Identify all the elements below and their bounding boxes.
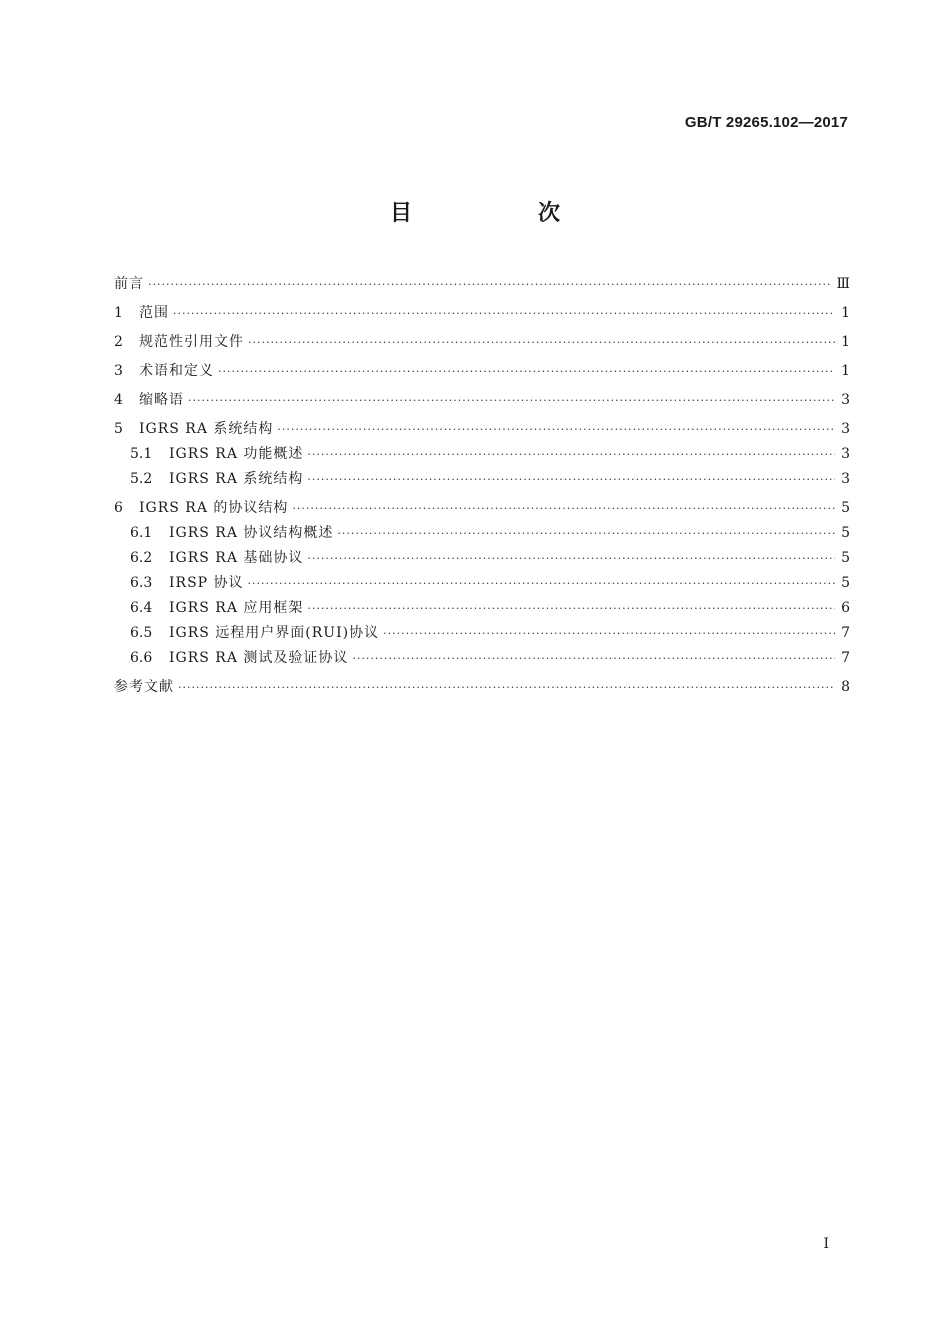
toc-entry-text: 参考文献 (114, 679, 174, 695)
toc-entry-page: 8 (841, 679, 850, 695)
toc-entry-6-4[interactable] (114, 596, 850, 621)
toc-entry-6-5[interactable] (114, 621, 850, 646)
toc-entry-6-2[interactable] (114, 546, 850, 571)
toc-entry-page: 5 (841, 500, 850, 516)
toc-entry-number: 5.1 (130, 446, 153, 462)
toc-entry-page: 1 (841, 305, 850, 321)
toc-leader-dots (248, 571, 836, 596)
toc-leader-dots (307, 467, 835, 492)
page-number: I (823, 1236, 829, 1252)
toc-entry-number: 4 (114, 392, 123, 408)
toc-entry-3[interactable] (114, 359, 850, 384)
table-of-contents (114, 272, 850, 700)
toc-entry-text: IGRS RA 的协议结构 (139, 500, 289, 516)
toc-leader-dots (178, 675, 835, 700)
toc-entry-1[interactable] (114, 301, 850, 326)
toc-leader-dots (292, 496, 835, 521)
toc-entry-page: 3 (841, 392, 850, 408)
toc-entry-number: 6.1 (130, 525, 153, 541)
page-title: 目 次 (389, 201, 612, 226)
toc-leader-dots (248, 330, 835, 355)
toc-leader-dots (148, 272, 830, 297)
toc-entry-number: 6.3 (130, 575, 153, 591)
toc-entry-4[interactable] (114, 388, 850, 413)
toc-entry-number: 6 (114, 500, 123, 516)
toc-entry-number: 6.6 (130, 650, 153, 666)
toc-leader-dots (307, 596, 835, 621)
toc-entry-text: 范围 (139, 305, 169, 321)
toc-entry-page: 3 (841, 471, 850, 487)
toc-entry-page: 5 (841, 525, 850, 541)
toc-entry-text: IGRS RA 协议结构概述 (169, 525, 334, 541)
toc-entry-text: IGRS RA 应用框架 (169, 600, 304, 616)
toc-entry-page: 3 (841, 446, 850, 462)
toc-entry-text: IGRS RA 系统结构 (139, 421, 274, 437)
toc-entry-text: 术语和定义 (139, 363, 214, 379)
toc-entry-number: 2 (114, 334, 123, 350)
toc-entry-6-1[interactable] (114, 521, 850, 546)
toc-entry-page: 1 (841, 363, 850, 379)
toc-entry-number: 1 (114, 305, 123, 321)
toc-entry-5-2[interactable] (114, 467, 850, 492)
toc-entry-page: 6 (841, 600, 850, 616)
toc-entry-number: 5.2 (130, 471, 153, 487)
toc-entry-number: 5 (114, 421, 123, 437)
toc-entry-page: 7 (841, 625, 850, 641)
toc-entry-number: 6.5 (130, 625, 153, 641)
toc-entry-text: IGRS RA 系统结构 (169, 471, 304, 487)
toc-leader-dots (307, 546, 835, 571)
toc-entry-number: 6.2 (130, 550, 153, 566)
toc-leader-dots (307, 442, 835, 467)
toc-entry-6-3[interactable] (114, 571, 850, 596)
toc-entry-2[interactable] (114, 330, 850, 355)
toc-leader-dots (218, 359, 835, 384)
toc-entry-foreword[interactable] (114, 272, 850, 297)
toc-entry-page: 5 (841, 575, 850, 591)
toc-entry-number: 3 (114, 363, 123, 379)
toc-leader-dots (173, 301, 835, 326)
toc-leader-dots (337, 521, 835, 546)
toc-entry-5[interactable] (114, 417, 850, 442)
toc-entry-6-6[interactable] (114, 646, 850, 671)
toc-leader-dots (277, 417, 835, 442)
toc-entry-page: Ⅲ (836, 276, 850, 292)
toc-entry-text: IGRS RA 功能概述 (169, 446, 304, 462)
toc-leader-dots (188, 388, 835, 413)
toc-entry-bibliography[interactable] (114, 675, 850, 700)
toc-entry-5-1[interactable] (114, 442, 850, 467)
toc-entry-text: 前言 (114, 276, 144, 292)
toc-entry-text: IRSP 协议 (169, 575, 244, 591)
toc-entry-page: 7 (841, 650, 850, 666)
toc-entry-text: IGRS 远程用户界面(RUI)协议 (169, 625, 380, 641)
standard-number: GB/T 29265.102—2017 (684, 114, 848, 131)
toc-entry-text: IGRS RA 基础协议 (169, 550, 304, 566)
toc-entry-page: 1 (841, 334, 850, 350)
toc-entry-text: 规范性引用文件 (139, 334, 244, 350)
toc-entry-text: IGRS RA 测试及验证协议 (169, 650, 349, 666)
toc-entry-page: 3 (841, 421, 850, 437)
toc-leader-dots (383, 621, 835, 646)
toc-entry-number: 6.4 (130, 600, 153, 616)
toc-entry-page: 5 (841, 550, 850, 566)
toc-entry-6[interactable] (114, 496, 850, 521)
toc-entry-text: 缩略语 (139, 392, 184, 408)
toc-leader-dots (352, 646, 835, 671)
